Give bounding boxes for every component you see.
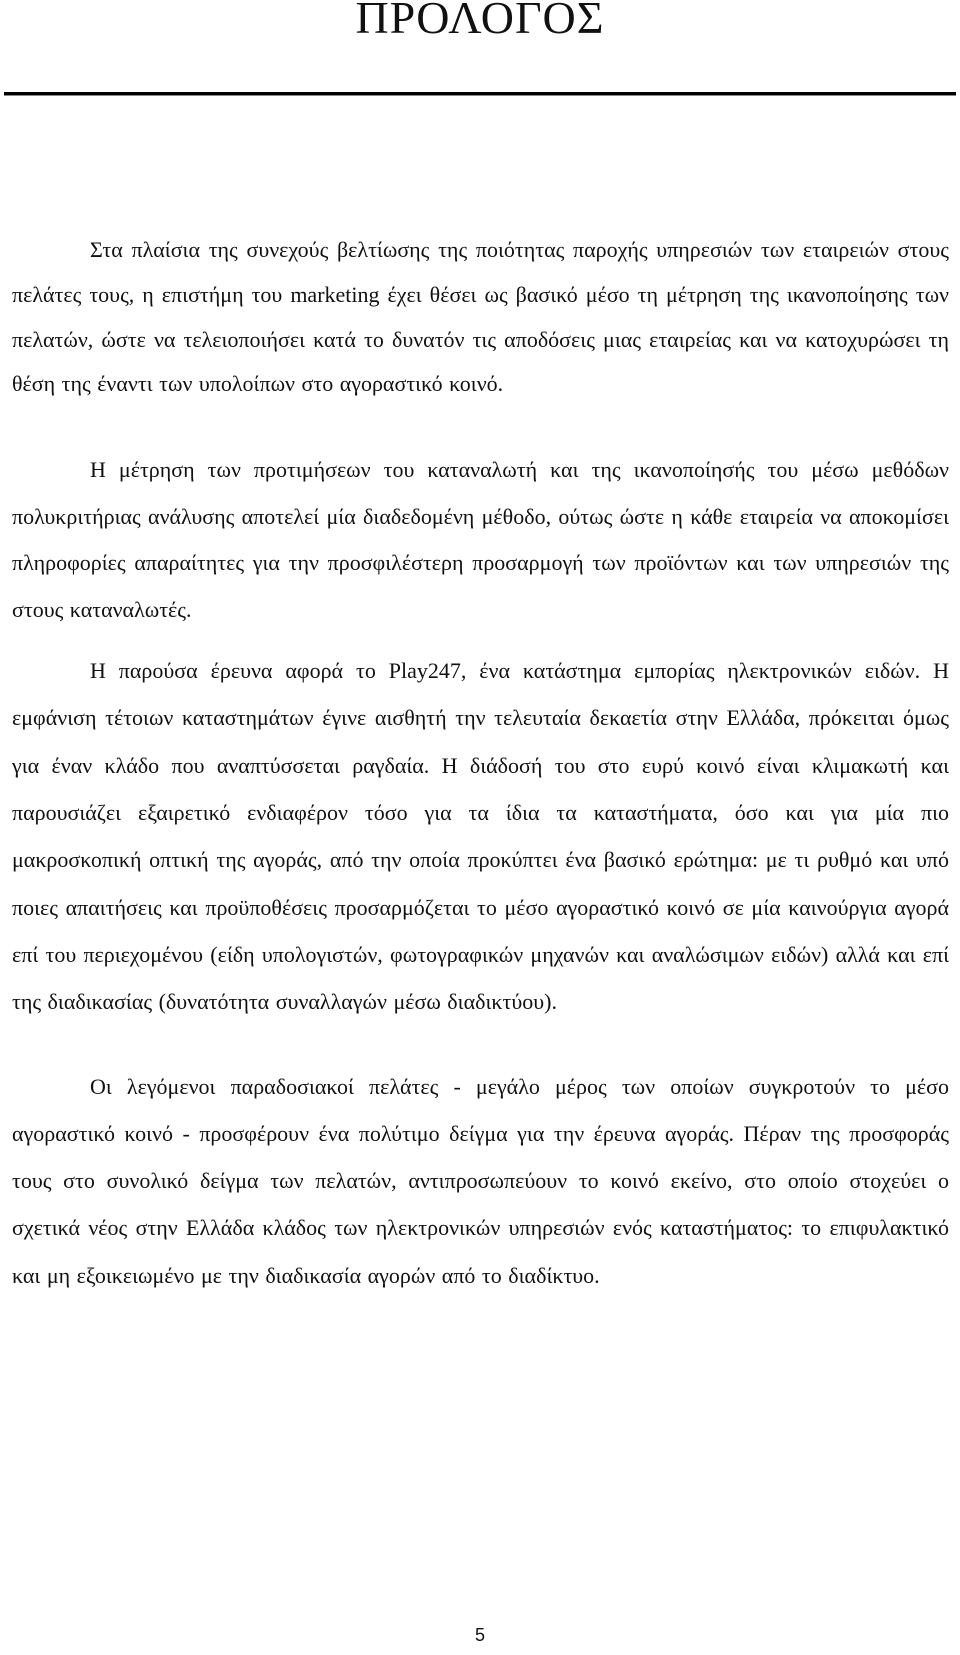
paragraph-traditional-customers: Οι λεγόμενοι παραδοσιακοί πελάτες - μεγάλο μέρος των οποίων συγκροτούν το μέσο αγοραστικό κοινό - προσφέρουν ένα πολύτιμο δείγμα για την έρευνα αγοράς. Πέραν της προσφοράς τους στο συνολικό δείγμα των πελατών, αντιπροσωπεύουν το κοινό εκείνο, στο οποίο στοχεύει ο σχετικά νέος στην Ελλάδα κλάδος των ηλεκτρονικών υπηρεσιών ενός καταστήματος: το επιφυλακτικό και μη εξοικειωμένο με την διαδικασία αγορών από το διαδίκτυο. [12,1073,949,1288]
paragraph-measurement: Η μέτρηση των προτιμήσεων του καταναλωτή και της ικανοποίησής του μέσω μεθόδων πολυκριτήριας ανάλυσης αποτελεί μία διαδεδομένη μέθοδο, ούτως ώστε η κάθε εταιρεία να αποκομίσει πληροφορίες απαραίτητες για την προσφιλέστερη προσαρμογή των προϊόντων και των υπηρεσιών της στους καταναλωτές. [12,457,949,622]
paragraph-intro: Στα πλαίσια της συνεχούς βελτίωσης της ποιότητας παροχής υπηρεσιών των εταιρειών στους πελάτες τους, η επιστήμη του marketing έχει θέσει ως βασικό μέσο τη μέτρηση της ικανοποίησης των πελατών, ώστε να τελειοποιήσει κατά το δυνατόν τις αποδόσεις μιας εταιρείας και να κατοχυρώσει τη θέση της έναντι των υπολοίπων στο αγοραστικό κοινό. [12,237,949,397]
page-number: 5 [474,1625,485,1645]
title-divider [4,92,956,95]
document-body [12,228,949,1299]
page-title: ΠΡΟΛΟΓΟΣ [355,0,605,43]
paragraph-research: Η παρούσα έρευνα αφορά το Play247, ένα κατάστημα εμπορίας ηλεκτρονικών ειδών. Η εμφάνιση τέτοιων καταστημάτων έγινε αισθητή την τελευταία δεκαετία στην Ελλάδα, πρόκειται όμως για έναν κλάδο που αναπτύσσεται ραγδαία. Η διάδοσή του στο ευρύ κοινό είναι κλιμακωτή και παρουσιάζει εξαιρετικό ενδιαφέρον τόσο για τα ίδια τα καταστήματα, όσο και για μία πιο μακροσκοπική οπτική της αγοράς, από την οποία προκύπτει ένα βασικό ερώτημα: με τι ρυθμό και υπό ποιες απαιτήσεις και προϋποθέσεις προσαρμόζεται το μέσο αγοραστικό κοινό σε μία καινούργια αγορά επί του περιεχομένου (είδη υπολογιστών, φωτογραφικών μηχανών και αναλώσιμων ειδών) αλλά και επί της διαδικασίας (δυνατότητα συναλλαγών μέσω διαδικτύου). [12,658,949,1015]
